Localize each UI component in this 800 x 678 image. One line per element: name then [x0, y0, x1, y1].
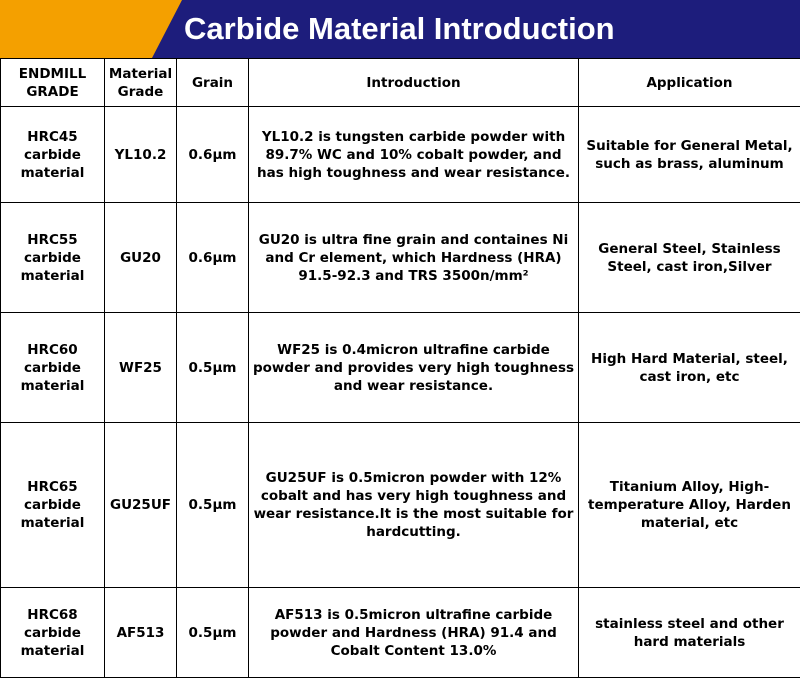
header-row — [1, 59, 800, 107]
cell-application: General Steel, Stainless Steel, cast iron,Silver — [579, 203, 800, 313]
header-material: Material Grade — [105, 59, 177, 107]
cell-intro: AF513 is 0.5micron ultrafine carbide powder and Hardness (HRA) 91.4 and Cobalt Content 13.0% — [249, 588, 579, 678]
header-application: Application — [579, 59, 800, 107]
title-banner — [0, 0, 800, 58]
cell-material: YL10.2 — [105, 107, 177, 203]
cell-intro: GU20 is ultra fine grain and containes Ni and Cr element, which Hardness (HRA) 91.5-92.3 and TRS 3500n/mm² — [249, 203, 579, 313]
header-intro: Introduction — [249, 59, 579, 107]
cell-grain: 0.6μm — [177, 203, 249, 313]
table-row — [1, 313, 800, 423]
cell-application: Titanium Alloy, High-temperature Alloy, Harden material, etc — [579, 423, 800, 588]
cell-grain: 0.6μm — [177, 107, 249, 203]
cell-application: High Hard Material, steel, cast iron, etc — [579, 313, 800, 423]
page-title: Carbide Material Introduction — [184, 11, 615, 46]
table-row — [1, 423, 800, 588]
cell-grade: HRC45 carbide material — [1, 107, 105, 203]
cell-grade: HRC65 carbide material — [1, 423, 105, 588]
cell-application: Suitable for General Metal, such as brass, aluminum — [579, 107, 800, 203]
table-row — [1, 107, 800, 203]
cell-intro: YL10.2 is tungsten carbide powder with 89.7% WC and 10% cobalt powder, and has high toughness and wear resistance. — [249, 107, 579, 203]
header-grade: ENDMILL GRADE — [1, 59, 105, 107]
cell-material: WF25 — [105, 313, 177, 423]
table-row — [1, 588, 800, 678]
banner-accent-edge — [152, 0, 182, 58]
cell-grain: 0.5μm — [177, 588, 249, 678]
header-grain: Grain — [177, 59, 249, 107]
cell-grade: HRC55 carbide material — [1, 203, 105, 313]
cell-intro: WF25 is 0.4micron ultrafine carbide powder and provides very high toughness and wear resistance. — [249, 313, 579, 423]
cell-intro: GU25UF is 0.5micron powder with 12% cobalt and has very high toughness and wear resistance.It is the most suitable for hardcutting. — [249, 423, 579, 588]
table-row — [1, 203, 800, 313]
cell-grade: HRC60 carbide material — [1, 313, 105, 423]
cell-material: GU20 — [105, 203, 177, 313]
cell-grade: HRC68 carbide material — [1, 588, 105, 678]
carbide-table — [0, 58, 800, 678]
cell-grain: 0.5μm — [177, 313, 249, 423]
cell-material: GU25UF — [105, 423, 177, 588]
cell-material: AF513 — [105, 588, 177, 678]
banner-accent — [0, 0, 152, 58]
cell-application: stainless steel and other hard materials — [579, 588, 800, 678]
cell-grain: 0.5μm — [177, 423, 249, 588]
